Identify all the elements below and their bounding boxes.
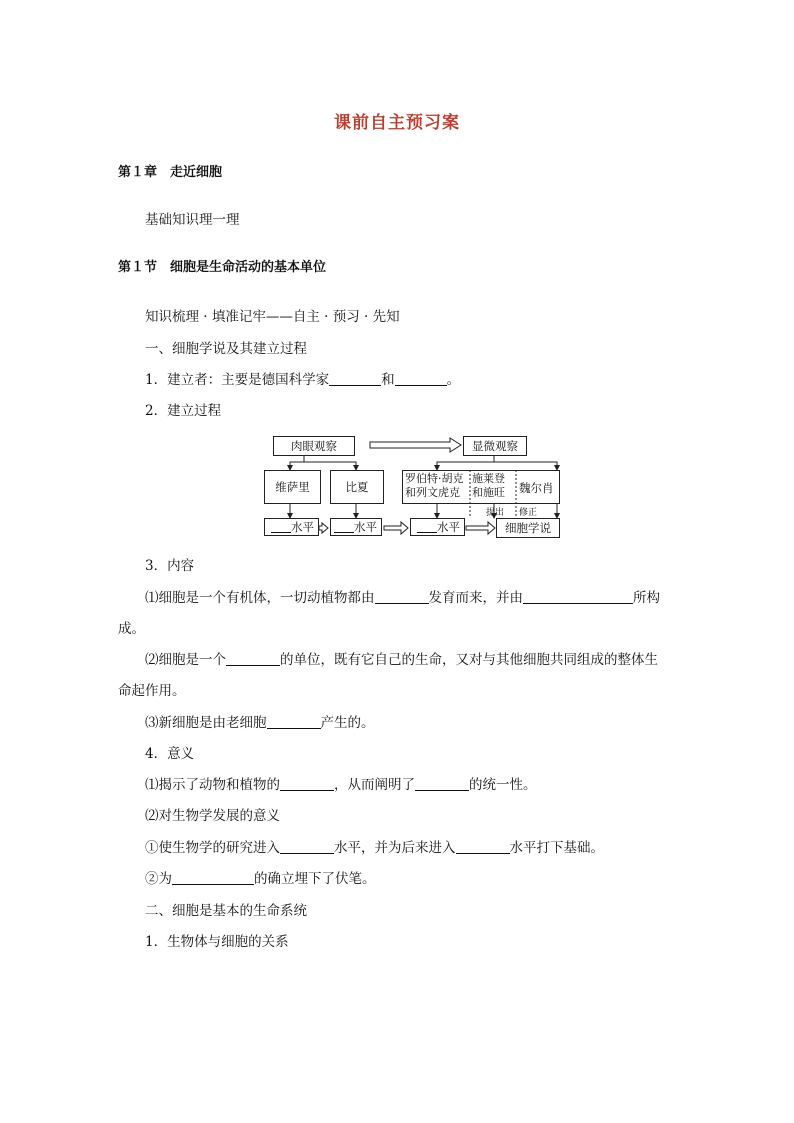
item-significance: 4．意义 — [145, 746, 195, 762]
vesalius-label: 维萨里 — [275, 479, 310, 494]
item-founders — [145, 371, 460, 389]
hooke-line-1: 罗伯特·胡克 — [405, 472, 464, 485]
bichat-label: 比夏 — [345, 479, 369, 494]
content-p3 — [145, 714, 375, 732]
hooke-line-2: 和列文虎克 — [405, 486, 460, 499]
sig-c2 — [145, 870, 376, 888]
blank-p3[interactable] — [267, 715, 321, 729]
blank-founder-1[interactable] — [329, 372, 381, 386]
blank-p1-2[interactable] — [523, 590, 633, 604]
blank-level-2[interactable] — [334, 522, 354, 533]
page-title: 课前自主预习案 — [334, 113, 460, 133]
section-heading: 第１节 细胞是生命活动的基本单位 — [118, 260, 327, 275]
sig-c1-a: ①使生物学的研究进入 — [145, 840, 280, 856]
virchow-label: 魏尔肖 — [519, 481, 554, 495]
content-p2-a: ⑵细胞是一个 — [145, 652, 226, 668]
blank-p2[interactable] — [226, 652, 280, 666]
blank-s1-1[interactable] — [280, 777, 334, 791]
item-founders-and: 和 — [381, 372, 395, 388]
item-founders-end: 。 — [446, 372, 461, 388]
sig-s1 — [145, 776, 537, 794]
level-box-1 — [264, 518, 319, 536]
sig-c1-c: 水平打下基础。 — [509, 840, 604, 856]
sig-s1-c: 的统一性。 — [469, 777, 537, 793]
blank-c2[interactable] — [172, 871, 254, 885]
heading-life-system: 二、细胞是基本的生命系统 — [145, 903, 307, 919]
naked-eye-box — [273, 436, 355, 456]
sig-c2-b: 的确立埋下了伏笔。 — [254, 871, 376, 887]
schleiden-line-2: 和施旺 — [472, 486, 505, 499]
content-p3-a: ⑶新细胞是由老细胞 — [145, 715, 267, 731]
content-p2 — [145, 651, 658, 669]
level-label-2: 水平 — [354, 519, 377, 534]
blank-level-1[interactable] — [271, 522, 291, 533]
content-p1-a: ⑴细胞是一个有机体，一切动植物都由 — [145, 590, 375, 606]
blank-c1-1[interactable] — [280, 840, 334, 854]
content-p1-b: 发育而来，并由 — [428, 590, 523, 606]
schleiden-label — [472, 472, 505, 500]
sig-s1-b: ，从而阐明了 — [334, 777, 415, 793]
sig-s2: ⑵对生物学发展的意义 — [145, 808, 280, 824]
sig-c2-a: ②为 — [145, 871, 172, 887]
blank-c1-2[interactable] — [456, 840, 510, 854]
item-content: 3．内容 — [145, 558, 195, 574]
content-p3-b: 产生的。 — [320, 715, 375, 731]
level-box-3 — [410, 518, 465, 536]
hollow-arrow-top — [370, 438, 461, 452]
schleiden-line-1: 施莱登 — [472, 472, 505, 485]
item-founders-text: 1．建立者：主要是德国科学家 — [145, 372, 330, 388]
naked-eye-label: 肉眼观察 — [291, 438, 337, 453]
content-p1 — [145, 589, 660, 607]
knowledge-subheading: 知识梳理 · 填准记牢——自主 · 预习 · 先知 — [145, 309, 400, 325]
sig-c1 — [145, 839, 604, 857]
propose-label: 提出 — [486, 508, 505, 518]
sig-s1-a: ⑴揭示了动物和植物的 — [145, 777, 280, 793]
bichat-box — [330, 470, 384, 504]
microscope-label: 显微观察 — [472, 438, 518, 453]
sig-c1-b: 水平，并为后来进入 — [334, 840, 456, 856]
microscope-box — [463, 436, 527, 456]
content-p1-c: 所构 — [633, 590, 660, 606]
content-p2-cont: 命起作用。 — [118, 683, 186, 699]
level-label-1: 水平 — [291, 519, 314, 534]
content-p2-b: 的单位，既有它自己的生命，又对与其他细胞共同组成的整体生 — [280, 652, 658, 668]
chapter-heading: 第１章 走近细胞 — [118, 165, 223, 180]
revise-label: 修正 — [519, 508, 538, 518]
heading-cell-theory: 一、细胞学说及其建立过程 — [145, 341, 307, 357]
item-organism-cell: 1．生物体与细胞的关系 — [145, 934, 289, 950]
cell-theory-label: 细胞学说 — [505, 520, 551, 535]
content-p1-cont: 成。 — [118, 621, 145, 637]
blank-s1-2[interactable] — [415, 777, 469, 791]
hooke-label — [405, 472, 464, 500]
blank-level-3[interactable] — [417, 522, 437, 533]
vesalius-box — [264, 470, 321, 504]
blank-founder-2[interactable] — [395, 372, 447, 386]
blank-p1-1[interactable] — [375, 590, 429, 604]
level-label-3: 水平 — [437, 519, 460, 534]
basic-knowledge-label: 基础知识理一理 — [145, 212, 240, 228]
cell-theory-box — [496, 518, 560, 538]
level-box-2 — [330, 518, 382, 536]
item-process: 2．建立过程 — [145, 403, 222, 419]
